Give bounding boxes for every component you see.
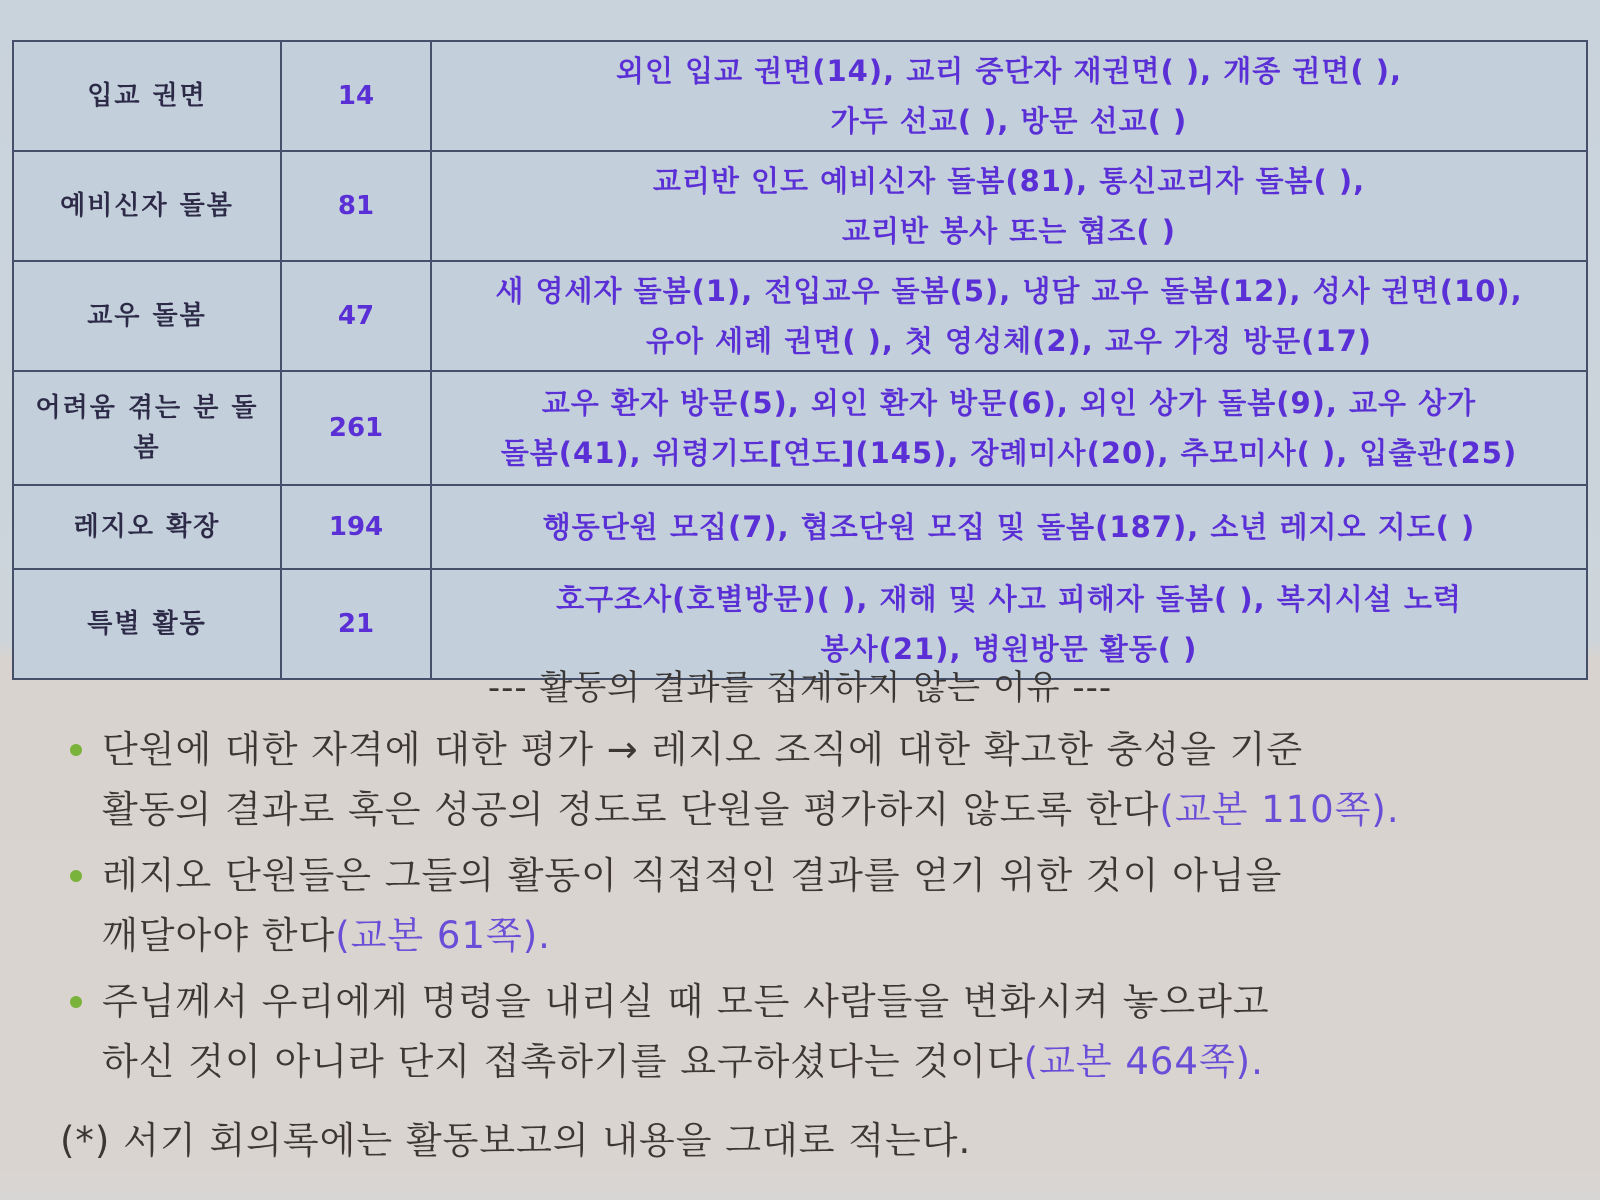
detail-line: 외인 입교 권면(14), 교리 중단자 재권면( ), 개종 권면( ), [615,54,1403,88]
category-cell: 교우 돌봄 [13,261,281,371]
bullet-line: 레지오 단원들은 그들의 활동이 직접적인 결과를 얻기 위한 것이 아님을 [102,854,1283,897]
count-cell: 81 [281,151,431,261]
detail-cell [431,151,1587,261]
bullet-item [70,720,1530,840]
detail-cell [431,261,1587,371]
footnote: (*) 서기 회의록에는 활동보고의 내용을 그대로 적는다. [60,1119,972,1162]
table-row [13,151,1587,261]
table-row [13,371,1587,485]
detail-line: 돌봄(41), 위령기도[연도](145), 장례미사(20), 추모미사( ), 입출관(25) [500,436,1518,470]
count-cell: 14 [281,41,431,151]
table-row [13,485,1587,569]
count-cell: 21 [281,569,431,679]
count-cell: 261 [281,371,431,485]
bullet-dot-icon [70,996,82,1008]
bullet-line [102,906,1530,966]
bullet-line [102,780,1530,840]
detail-line: 교리반 인도 예비신자 돌봄(81), 통신교리자 돌봄( ), [652,164,1366,198]
detail-line: 호구조사(호별방문)( ), 재해 및 사고 피해자 돌봄( ), 복지시설 노력 [556,582,1462,616]
detail-cell [431,485,1587,569]
category-cell: 레지오 확장 [13,485,281,569]
bullet-line: 단원에 대한 자격에 대한 평가 → 레지오 조직에 대한 확고한 충성을 기준 [102,728,1304,771]
category-cell: 특별 활동 [13,569,281,679]
bullet-item [70,972,1530,1092]
activity-report-table [12,40,1588,680]
detail-cell [431,371,1587,485]
table-row [13,261,1587,371]
bullet-text: 하신 것이 아니라 단지 접촉하기를 요구하셨다는 것이다 [102,1040,1024,1083]
category-cell: 입교 권면 [13,41,281,151]
manual-reference: (교본 110쪽). [1159,788,1400,831]
section-heading: --- 활동의 결과를 집계하지 않는 이유 --- [487,668,1113,708]
detail-line: 교우 환자 방문(5), 외인 환자 방문(6), 외인 상가 돌봄(9), 교우 상가 [541,386,1477,420]
detail-line: 유아 세례 권면( ), 첫 영성체(2), 교우 가정 방문(17) [645,324,1373,358]
category-cell: 예비신자 돌봄 [13,151,281,261]
table-row [13,41,1587,151]
detail-line: 새 영세자 돌봄(1), 전입교우 돌봄(5), 냉담 교우 돌봄(12), 성사 권면(10), [495,274,1523,308]
detail-cell [431,41,1587,151]
manual-reference: (교본 464쪽). [1023,1040,1264,1083]
bullet-text: 활동의 결과로 혹은 성공의 정도로 단원을 평가하지 않도록 한다 [102,788,1160,831]
detail-line: 봉사(21), 병원방문 활동( ) [820,632,1198,666]
manual-reference: (교본 61쪽). [335,914,551,957]
bullet-line: 주님께서 우리에게 명령을 내리실 때 모든 사람들을 변화시켜 놓으라고 [102,980,1270,1023]
detail-line: 교리반 봉사 또는 협조( ) [841,214,1177,248]
detail-line: 행동단원 모집(7), 협조단원 모집 및 돌봄(187), 소년 레지오 지도( ) [542,510,1476,544]
detail-line: 가두 선교( ), 방문 선교( ) [830,104,1188,138]
bullet-dot-icon [70,870,82,882]
bullet-item [70,846,1530,966]
bullet-dot-icon [70,744,82,756]
count-cell: 194 [281,485,431,569]
activity-table [12,40,1588,680]
count-cell: 47 [281,261,431,371]
bullet-line [102,1032,1530,1092]
category-cell: 어려움 겪는 분 돌봄 [13,371,281,485]
bullet-text: 깨달아야 한다 [102,914,336,957]
